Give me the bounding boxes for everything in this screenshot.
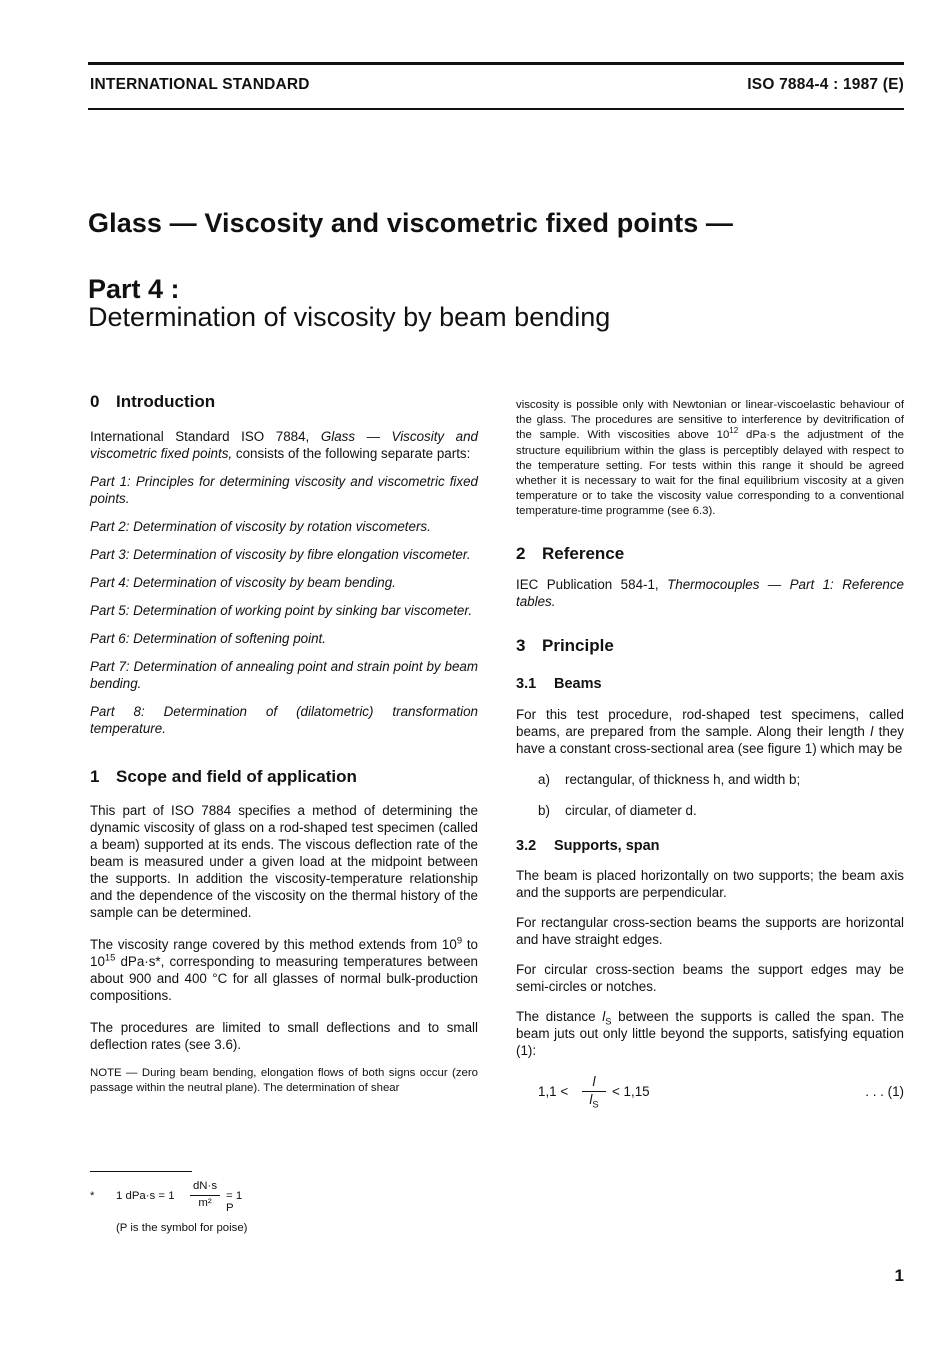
section-1-heading: 1 Scope and field of application <box>90 767 357 786</box>
part-list-item: Part 7: Determination of annealing point and strain point by beam bending. <box>90 659 478 691</box>
part-list-item: Part 6: Determination of softening point. <box>90 631 326 646</box>
section-3-heading: 3 Principle <box>516 635 614 655</box>
part-list-item: Part 4: Determination of viscosity by beam bending. <box>90 575 396 590</box>
footnote-rule <box>90 1171 192 1172</box>
footnote-lhs: 1 dPa·s = 1 <box>116 1190 175 1202</box>
part-label: Part 4 : <box>88 274 180 304</box>
supports-paragraph: The beam is placed horizontally on two supports; the beam axis and the supports are perpendicular. <box>516 867 904 900</box>
part-list-item: Part 8: Determination of (dilatometric) transformation temperature. <box>90 704 478 736</box>
fraction-denominator: $l_S$ <box>589 1091 599 1110</box>
header-document-id: ISO 7884-4 : 1987 (E) <box>747 76 904 93</box>
equation-1 <box>516 1075 904 1115</box>
header-rule <box>88 108 904 110</box>
equation-upper-bound: < 1,15 <box>612 1083 650 1099</box>
left-column <box>90 392 478 1096</box>
right-column <box>516 398 904 1115</box>
footnote-note: (P is the symbol for poise) <box>116 1222 248 1234</box>
part-list-item: Part 5: Determination of working point by sinking bar viscometer. <box>90 603 473 618</box>
equation-fraction <box>582 1073 606 1110</box>
footnote-fraction: dN·s m² <box>190 1180 220 1210</box>
document-title: Glass — Viscosity and viscometric fixed points — <box>88 208 734 238</box>
footnote <box>90 1180 247 1234</box>
part-list-item: Part 1: Principles for determining viscosity and viscometric fixed points. <box>90 474 478 506</box>
subsection-3-1-heading: 3.1 Beams <box>516 675 602 692</box>
viscosity-range-paragraph: The viscosity range covered by this method extends from $10^9$ to $10^{15}$ dPa·s*, corresponding to measuring temperatures between about 900 and 400 °C for all glasses of normal bulk-production compositions. <box>90 935 478 1003</box>
page-number: 1 <box>894 1266 904 1285</box>
note-continuation: viscosity is possible only with Newtonian or linear-viscoelastic behaviour of the glass. The procedures are sensitive to interference by devitrification of the sample. With viscosities above $10^{12}$ dPa·s the adjustment of the structure equilibrium within the glass is perceptibly delayed with respect to the temperature setting. For tests within this range it should be agreed whether it is necessary to wait for the final equilibrium viscosity at a given temperature or to take the viscosity value corresponding to a conventional temperature-time programme (see 6.3). <box>516 399 904 518</box>
top-rule <box>88 62 904 65</box>
circular-paragraph: For circular cross-section beams the support edges may be semi-circles or notches. <box>516 961 904 994</box>
part-subtitle: Determination of viscosity by beam bending <box>88 302 611 332</box>
fraction-numerator: l <box>592 1073 596 1089</box>
scope-paragraph: This part of ISO 7884 specifies a method of determining the dynamic viscosity of glass on a rod-shaped test specimen (called a beam) supported at its ends. The viscous deflection rate of the beam is measured under a given load at the midpoint between the supports. In addition the viscosity-temperature relationship and the dependence of the viscosity on the thermal history of the sample can be determined. <box>90 803 478 920</box>
section-0-heading: 0 Introduction <box>90 392 216 411</box>
equation-lower-bound: 1,1 < <box>538 1083 569 1099</box>
footnote-rhs: = 1 P <box>226 1190 243 1214</box>
intro-paragraph: International Standard ISO 7884, Glass — Viscosity and viscometric fixed points, consists of the following separate parts: <box>90 429 478 461</box>
beams-paragraph: For this test procedure, rod-shaped test specimens, called beams, are prepared from the sample. Along their length l they have a constant cross-sectional area (see figure 1) which may be <box>516 706 904 756</box>
part-list-item: Part 3: Determination of viscosity by fibre elongation viscometer. <box>90 547 471 562</box>
list-item: b) circular, of diameter d. <box>538 802 697 818</box>
equation-number: . . . (1) <box>865 1083 904 1099</box>
note-paragraph: NOTE — During beam bending, elongation flows of both signs occur (zero passage within the neutral plane). The determination of shear <box>90 1067 478 1095</box>
limits-paragraph: The procedures are limited to small deflections and to small deflection rates (see 3.6). <box>90 1020 478 1052</box>
section-2-heading: 2 Reference <box>516 543 625 563</box>
list-item: a) rectangular, of thickness h, and width b; <box>538 771 801 787</box>
rectangular-paragraph: For rectangular cross-section beams the supports are horizontal and have straight edges. <box>516 914 904 947</box>
header-standard-label: INTERNATIONAL STANDARD <box>90 76 310 93</box>
subsection-3-2-heading: 3.2 Supports, span <box>516 837 660 854</box>
part-list-item: Part 2: Determination of viscosity by rotation viscometers. <box>90 519 431 534</box>
footnote-marker: * <box>90 1190 95 1202</box>
reference-paragraph: IEC Publication 584-1, Thermocouples — Part 1: Reference tables. <box>516 576 904 609</box>
span-paragraph: The distance $l_S$ between the supports is called the span. The beam juts out only little beyond the supports, satisfying equation (1): <box>516 1008 904 1058</box>
